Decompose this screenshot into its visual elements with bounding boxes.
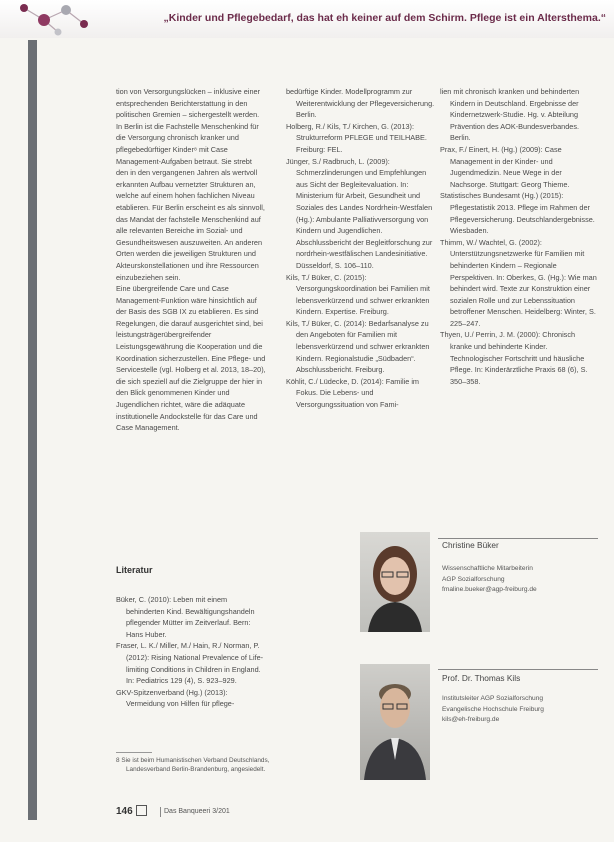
paragraph: Eine übergreifende Care und Case Management-Funktion wäre hinsichtlich auf der Basis des SGB IX zu etablieren. Es sind Regelungen, die darauf ausgerichtet sind, bei leistungsträgerübergreifender Leistungsgewährung die Kooperation und die Koordination sicherzustellen. Eine Pflege- und Servicestelle (vgl. Holberg et al. 2013, 18–20), die sich speziell auf die Zielgruppe der hier in den Blick genommenen Kinder und Jugendlichen richtet, wäre die adäquate institutionelle Andockstelle für das Care und Case Management. <box>116 284 266 433</box>
author-role: Wissenschaftliche Mitarbeiterin <box>442 565 533 572</box>
literature-list-2 <box>286 86 438 411</box>
author-institution: AGP Sozialforschung <box>442 575 505 583</box>
author-divider <box>438 538 598 539</box>
footnote-divider <box>116 752 152 753</box>
footer-divider <box>160 807 161 817</box>
reference-item: Büker, C. (2010): Leben mit einem behinderten Kind. Bewältigungshandeln pflegender Mütter im Zeitverlauf. Bern: Hans Huber. <box>116 595 255 639</box>
author-institution: Evangelische Hochschule Freiburg <box>442 705 544 713</box>
magazine-logo-icon <box>136 805 147 816</box>
author-divider <box>438 669 598 670</box>
author-info <box>442 694 602 726</box>
left-margin-bar <box>28 40 37 820</box>
paragraph: In Berlin ist die Fachstelle Menschenkind für die Versorgung chronisch kranker und pflegebedürftiger Kinder⁸ mit Case Management-Aufgaben betraut. Sie strebt den in den vergangenen Jahren als wertvoll erkannten Aufbau vernetzter Strukturen an, welche auf einem hohen fachlichen Niveau etablieren. Für Berlin erscheint es als sinnvoll, das Mandat der fachstelle Menschenkind auf alle relevanten Bereiche im Sozial- und Gesundheitswesen auszuweiten. An anderen Orten werden die jeweiligen Strukturen und Akteurskonstellationen und ihre Ressourcen einzubeziehen sein. <box>116 121 265 282</box>
reference-item: GKV-Spitzenverband (Hg.) (2013): Vermeidung von Hilfen für pflege- <box>116 687 235 709</box>
author-info <box>442 564 602 596</box>
reference-item: lien mit chronisch kranken und behinderten Kindern in Deutschland. Ergebnisse der Kindernetzwerk-Studie. Hg. v. Abteilung Prävention des AOK-Bundesverbandes. Berlin. <box>440 87 580 143</box>
literature-list-1 <box>116 594 266 710</box>
footnote: 8 Sie ist beim Humanistischen Verband Deutschlands, Landesverband Berlin-Brandenburg, angesiedelt. <box>116 757 270 773</box>
magazine-name: Das Banqueeri 3/201 <box>164 808 230 815</box>
reference-item: Holberg, R./ Kils, T./ Kirchen, G. (2013): Strukturreform PFLEGE und TEILHABE. Freiburg: FEL. <box>286 121 427 154</box>
reference-item: Thyen, U./ Perrin, J. M. (2000): Chronisch kranke und behinderte Kinder. Technologischer Fortschritt und häusliche Pflege. In: Kinderärztliche Praxis 68 (6), S. 350–358. <box>440 330 588 386</box>
reference-item: Statistisches Bundesamt (Hg.) (2015): Pflegestatistik 2013. Pflege im Rahmen der Pflegeversicherung. Deutschlandergebnisse. Wiesbaden. <box>440 191 595 236</box>
header-title: „Kinder und Pflegebedarf, das hat eh keiner auf dem Schirm. Pflege ist ein Altersthema.“ <box>163 12 606 24</box>
author-role: Institutsleiter AGP Sozialforschung <box>442 695 544 702</box>
page-number: 146 <box>116 806 133 817</box>
author-photo <box>360 664 430 780</box>
reference-item: Thimm, W./ Wachtel, G. (2002): Unterstützungsnetzwerke für Familien mit behinderten Kindern – Regionale Perspektiven. In: Oberkes, G. (Hg.): Wie man behindert wird. Texte zur Konstruktion einer sozialen Rolle und zur Lebenssituation betroffener Menschen. Heidelberg: Winter, S. 225–247. <box>440 237 597 328</box>
reference-item: Kils, T./ Büker, C. (2014): Bedarfsanalyse zu den Angeboten für Familien mit lebensverkürzend und schwer erkrankten Kindern. Regionalstudie „Südbaden“. Abschlussbericht. Freiburg. <box>286 318 430 375</box>
literature-list-3 <box>440 86 598 387</box>
reference-item: Köhlit, C./ Lüdecke, D. (2014): Familie im Fokus. Die Lebens- und Versorgungssituation von Fami- <box>286 376 420 410</box>
author-name: Prof. Dr. Thomas Kils <box>442 673 521 683</box>
author-name: Christine Büker <box>442 540 499 550</box>
molecule-logo-icon <box>14 0 104 38</box>
author-email: fmaline.bueker@agp-freiburg.de <box>442 586 537 593</box>
reference-item: Jünger, S./ Radbruch, L. (2009): Schmerzlinderungen und Empfehlungen aus Sicht der Begleitevaluation. In: Ministerium für Arbeit, Gesundheit und Soziales des Landes Nordrhein-Westfalen (Hg.): Ambulante Palliativversorgung von Kindern und Jugendlichen. Abschlussbericht der Begleitforschung zur nordrhein-westfälischen Landesinitiative. Düsseldorf, S. 106–110. <box>286 156 433 270</box>
reference-item: Kils, T./ Büker, C. (2015): Versorgungskoordination bei Familien mit lebensverkürzend und schwer erkrankten Kindern. Expertise. Freiburg. <box>286 272 430 317</box>
reference-item: Prax, F./ Einert, H. (Hg.) (2009): Case Management in der Kinder- und Jugendmedizin. Neue Wege in der Nachsorge. Stuttgart: Georg Thieme. <box>440 144 570 189</box>
reference-item: Fraser, L. K./ Miller, M./ Hain, R./ Norman, P. (2012): Rising National Prevalence of Life-limiting Conditions in Children in England. In: Pediatrics 129 (4), S. 923–929. <box>116 641 264 686</box>
author-email: kils@eh-freiburg.de <box>442 716 500 723</box>
author-photo <box>360 532 430 632</box>
paragraph: tion von Versorgungslücken – inklusive einer entsprechenden Berichterstattung in den politischen Gremien – sichergestellt werden. <box>116 87 260 120</box>
reference-item: bedürftige Kinder. Modellprogramm zur Weiterentwicklung der Pflegeversicherung. Berlin. <box>286 87 435 120</box>
literature-heading: Literatur <box>116 565 153 575</box>
text-column-1 <box>116 86 266 434</box>
